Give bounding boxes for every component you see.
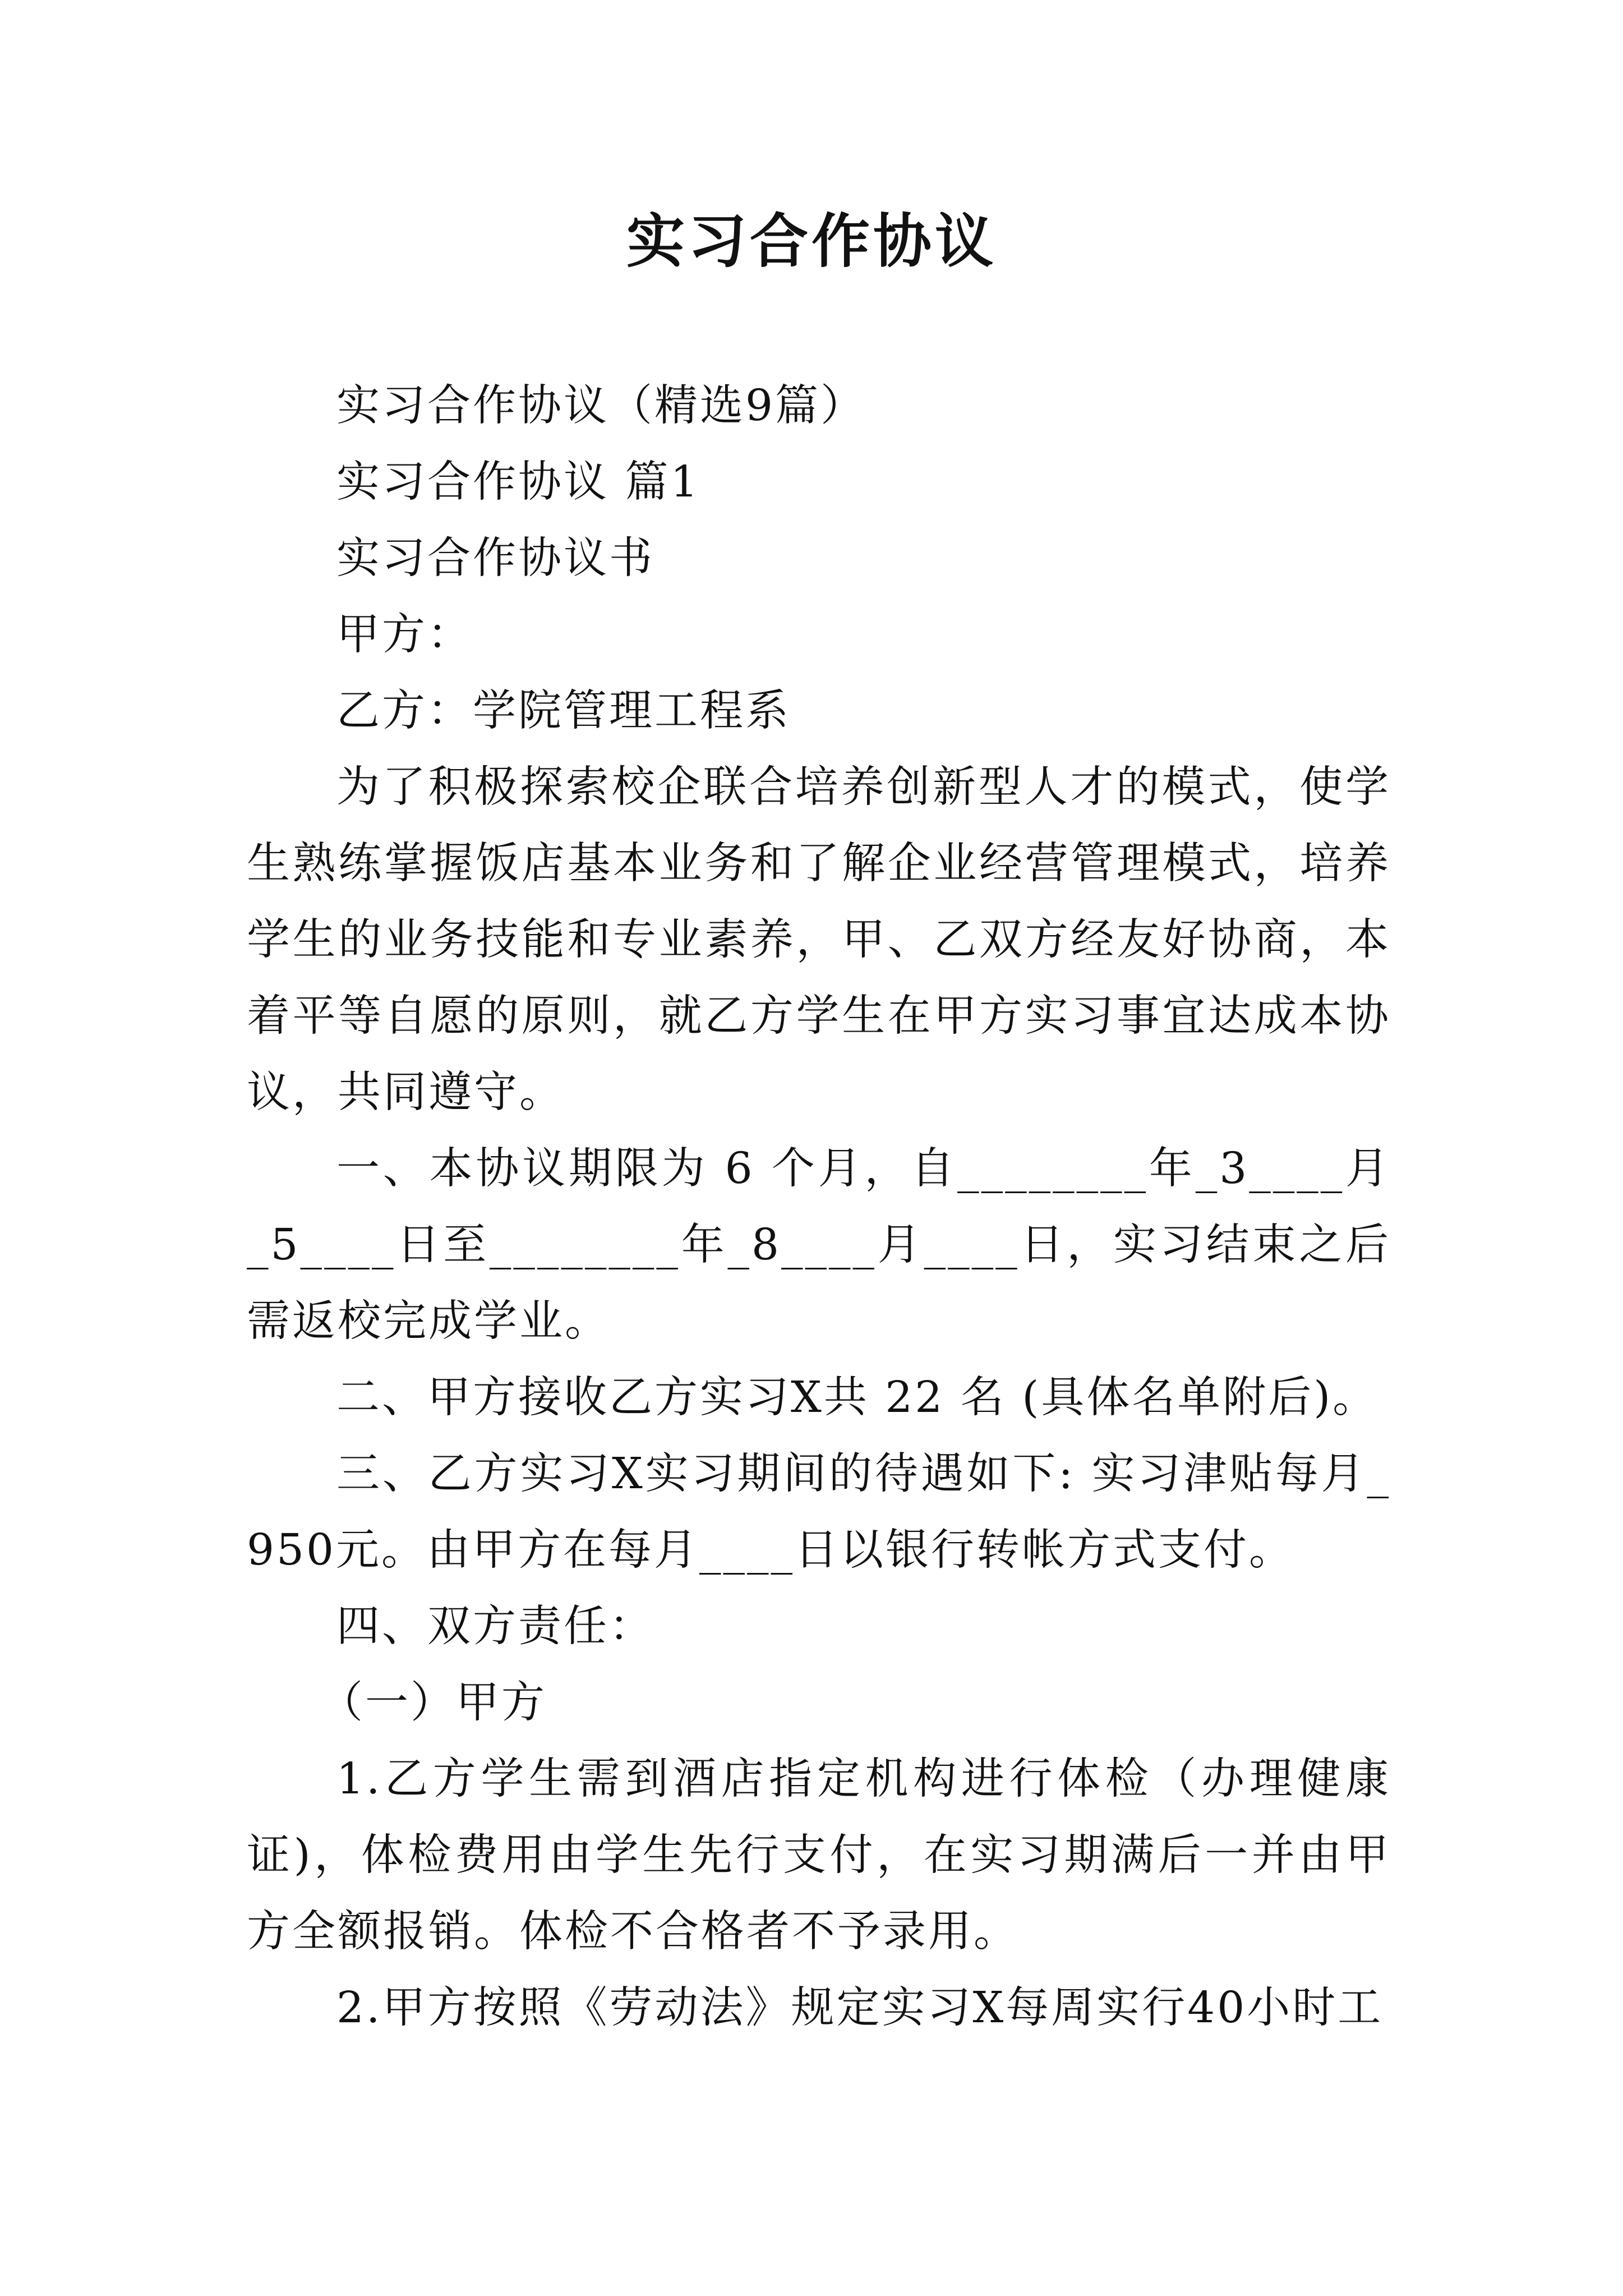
- paragraph-item-2: 2.甲方按照《劳动法》规定实习X每周实行40小时工: [336, 1983, 1384, 2033]
- paragraph-clause-4: 四、双方责任：: [336, 1602, 654, 1651]
- paragraph-agreement-name: 实习合作协议书: [336, 533, 654, 583]
- document-title: 实习合作协议: [626, 206, 997, 275]
- paragraph-item-1: 1.乙方学生需到酒店指定机构进行体检（办理健康证)，体检费用由学生先行支付，在实习期满后一并由甲方全额报销。体检不合格者不予录用。: [247, 1754, 1391, 1957]
- paragraph-clause-2: 二、甲方接收乙方实习X共 22 名 (具体名单附后)。: [336, 1373, 1378, 1423]
- document-body: [247, 368, 1391, 2046]
- paragraph-clause-3: 三、乙方实习X实习期间的待遇如下: 实习津贴每月_950元。由甲方在每月____日以银行转帐方式支付。: [247, 1449, 1391, 1575]
- paragraph-section-heading: 实习合作协议 篇1: [336, 457, 700, 507]
- paragraph-preamble: 为了积极探索校企联合培养创新型人才的模式，使学生熟练掌握饭店基本业务和了解企业经营管理模式，培养学生的业务技能和专业素养，甲、乙双方经友好协商，本着平等自愿的原则，就乙方学生在甲方实习事宜达成本协议，共同遵守。: [247, 762, 1391, 1117]
- paragraph-party-a-heading: （一）甲方: [320, 1678, 547, 1728]
- paragraph-clause-1: 一、本协议期限为 6 个月，自________年_3____月_5____日至________年_8____月____日，实习结束之后需返校完成学业。: [247, 1144, 1391, 1346]
- paragraph-subtitle: 实习合作协议（精选9篇）: [336, 381, 866, 431]
- paragraph-party-b: 乙方：学院管理工程系: [336, 686, 791, 736]
- paragraph-party-a: 甲方：: [336, 610, 473, 660]
